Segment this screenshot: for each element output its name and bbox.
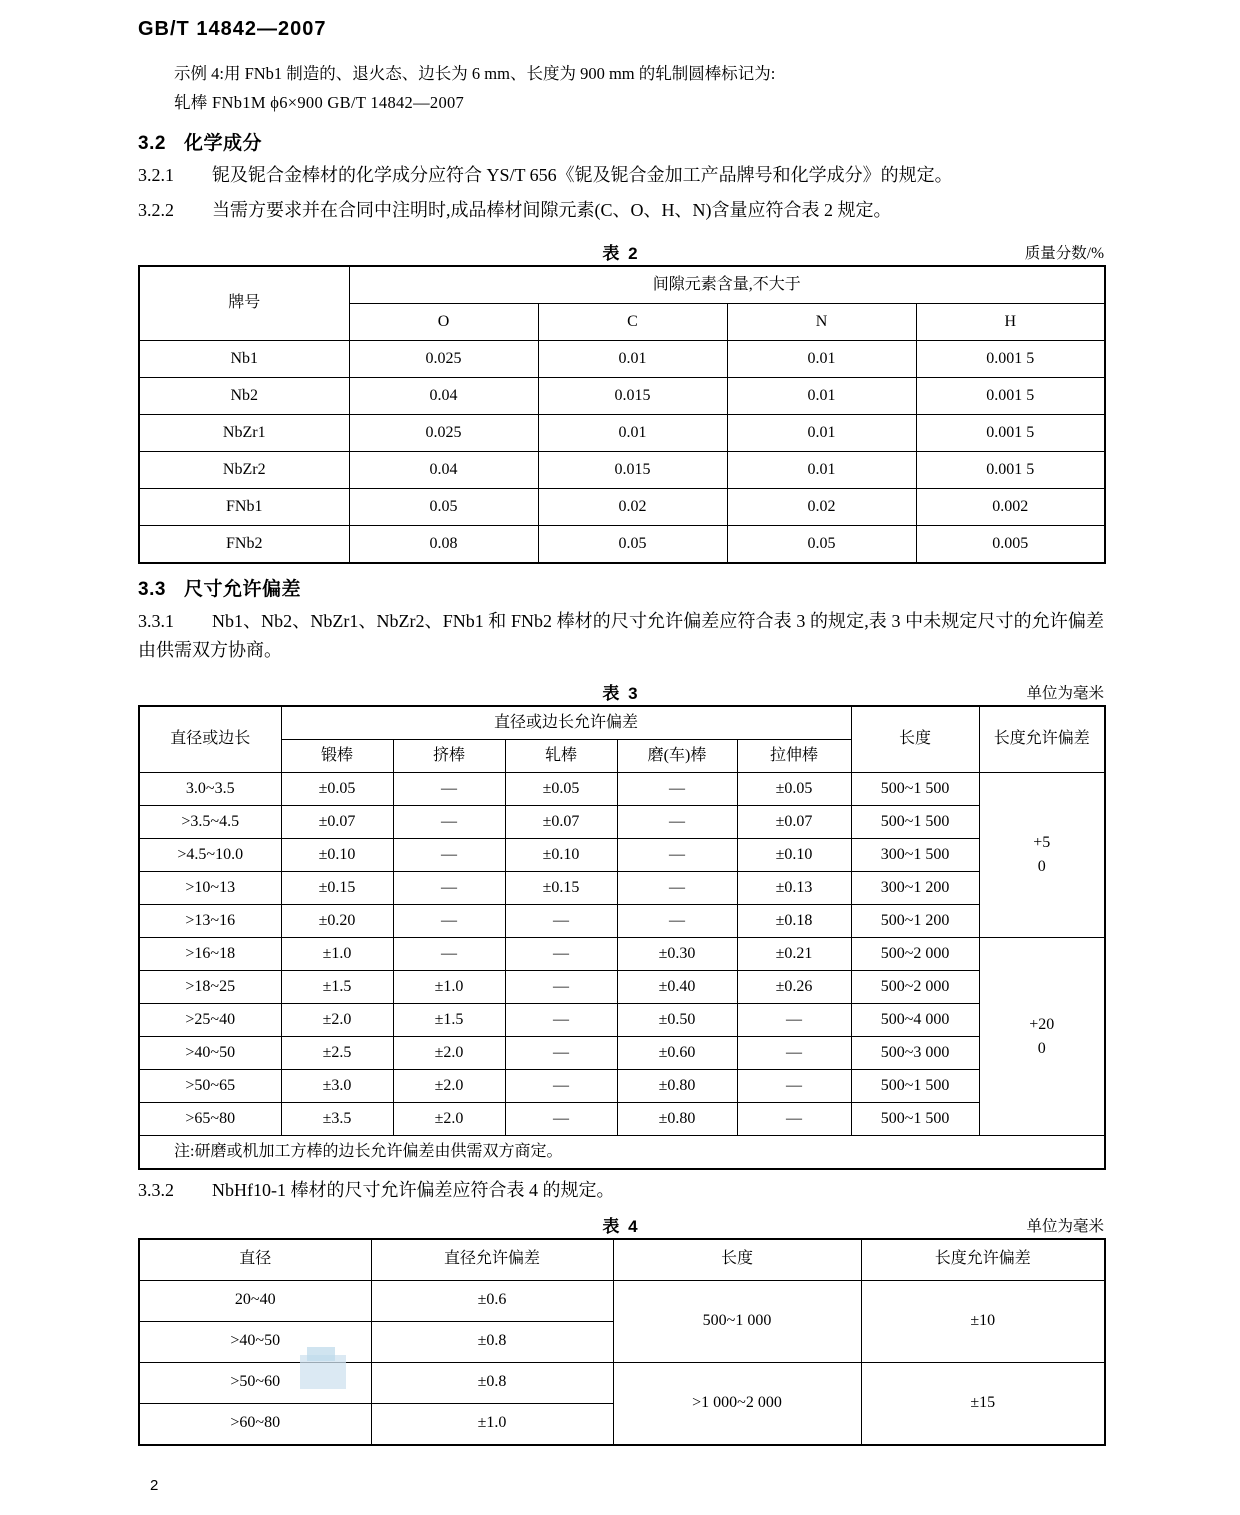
table-2-cell-o: 0.025 — [349, 415, 538, 452]
table-2-cell-c: 0.05 — [538, 526, 727, 564]
table-3-cell-extruded: — — [393, 938, 505, 971]
table-2-cell-h: 0.001 5 — [916, 341, 1105, 378]
table-3-cell-length: 500~1 500 — [851, 773, 979, 806]
table-3-cell-ground: ±0.30 — [617, 938, 737, 971]
table-2-cell-brand: NbZr2 — [139, 452, 349, 489]
table-3-cell-forged: ±0.20 — [281, 905, 393, 938]
table-3-cell-length: 300~1 500 — [851, 839, 979, 872]
table-3-title: 表 3 — [602, 684, 640, 704]
table-3-cell-size: >50~65 — [139, 1070, 281, 1103]
table-row — [139, 1239, 1105, 1281]
table-2-cell-h: 0.005 — [916, 526, 1105, 564]
table-3-header-length-tol: 长度允许偏差 — [979, 706, 1105, 773]
paragraph-number-3-3-1: 3.3.1 — [138, 611, 174, 632]
table-3-cell-rolled: ±0.07 — [505, 806, 617, 839]
table-4-caption-row — [138, 1212, 1104, 1238]
table-3-cell-extruded: — — [393, 806, 505, 839]
table-2-cell-o: 0.05 — [349, 489, 538, 526]
table-3-col-rolled: 轧棒 — [505, 740, 617, 773]
section-heading-3-2 — [138, 128, 1104, 155]
table-3-cell-length: 500~3 000 — [851, 1037, 979, 1070]
table-3-cell-size: >25~40 — [139, 1004, 281, 1037]
table-row — [139, 341, 1105, 378]
table-3-cell-ground: — — [617, 872, 737, 905]
table-row — [139, 489, 1105, 526]
table-3-col-extruded: 挤棒 — [393, 740, 505, 773]
table-3-cell-forged: ±1.0 — [281, 938, 393, 971]
table-3-col-ground: 磨(车)棒 — [617, 740, 737, 773]
table-3-cell-ground: ±0.80 — [617, 1070, 737, 1103]
table-3-cell-extruded: ±1.0 — [393, 971, 505, 1004]
table-3-cell-length: 500~1 500 — [851, 1070, 979, 1103]
table-3-cell-drawn: ±0.07 — [737, 806, 851, 839]
table-3-cell-forged: ±1.5 — [281, 971, 393, 1004]
table-3-cell-size: >18~25 — [139, 971, 281, 1004]
table-3-length-tol-group-2 — [979, 938, 1105, 1136]
table-2 — [138, 265, 1106, 564]
table-2-col-h: H — [916, 304, 1105, 341]
table-3-cell-extruded: — — [393, 905, 505, 938]
table-2-cell-n: 0.02 — [727, 489, 916, 526]
table-3-cell-rolled: — — [505, 905, 617, 938]
table-3-cell-drawn: ±0.10 — [737, 839, 851, 872]
table-row — [139, 839, 1105, 872]
table-3-unit-note: 单位为毫米 — [1026, 685, 1104, 703]
table-row — [139, 806, 1105, 839]
table-row — [139, 872, 1105, 905]
table-3-cell-extruded: — — [393, 839, 505, 872]
table-2-cell-brand: FNb2 — [139, 526, 349, 564]
table-row — [139, 773, 1105, 806]
table-4-cell-diameter-tol: ±0.8 — [371, 1321, 613, 1362]
table-2-cell-o: 0.04 — [349, 378, 538, 415]
table-2-cell-n: 0.01 — [727, 452, 916, 489]
table-3-cell-rolled: — — [505, 1004, 617, 1037]
paragraph-3-3-1 — [138, 607, 1104, 665]
paragraph-number-3-2-2: 3.2.2 — [138, 199, 174, 220]
paragraph-3-3-2 — [138, 1176, 1104, 1205]
table-3-cell-ground: — — [617, 839, 737, 872]
table-3-cell-size: >10~13 — [139, 872, 281, 905]
table-3-cell-length: 500~2 000 — [851, 938, 979, 971]
section-heading-3-3 — [138, 574, 1104, 601]
table-3-cell-drawn: ±0.13 — [737, 872, 851, 905]
table-row — [139, 1362, 1105, 1403]
table-3-length-tol-group-1 — [979, 773, 1105, 938]
table-3-cell-drawn: — — [737, 1103, 851, 1136]
table-3-length-tol-group-1-upper: +5 — [1033, 834, 1051, 852]
table-row — [139, 971, 1105, 1004]
table-2-cell-c: 0.02 — [538, 489, 727, 526]
table-3-cell-rolled: ±0.05 — [505, 773, 617, 806]
table-2-cell-h: 0.002 — [916, 489, 1105, 526]
table-2-cell-brand: Nb2 — [139, 378, 349, 415]
table-2-cell-n: 0.05 — [727, 526, 916, 564]
table-row — [139, 378, 1105, 415]
table-3-caption-row — [138, 679, 1104, 705]
table-3-cell-rolled: — — [505, 1070, 617, 1103]
paragraph-text-3-3-1: Nb1、Nb2、NbZr1、NbZr2、FNb1 和 FNb2 棒材的尺寸允许偏差应符合表 3 的规定,表 3 中未规定尺寸的允许偏差由供需双方协商。 — [138, 611, 1104, 661]
table-2-title: 表 2 — [602, 244, 640, 264]
page-number-footer: 2 — [150, 1477, 159, 1494]
table-2-cell-c: 0.01 — [538, 415, 727, 452]
table-row — [139, 415, 1105, 452]
paragraph-number-3-3-2: 3.3.2 — [138, 1180, 174, 1201]
table-3-header-length: 长度 — [851, 706, 979, 773]
table-3-cell-length: 500~4 000 — [851, 1004, 979, 1037]
table-3-cell-length: 500~1 200 — [851, 905, 979, 938]
section-title-3-2: 化学成分 — [184, 132, 263, 154]
table-3 — [138, 705, 1106, 1170]
table-2-cell-h: 0.001 5 — [916, 415, 1105, 452]
table-3-cell-size: >40~50 — [139, 1037, 281, 1070]
table-3-cell-drawn: ±0.21 — [737, 938, 851, 971]
table-3-cell-rolled: ±0.15 — [505, 872, 617, 905]
table-3-cell-drawn: — — [737, 1037, 851, 1070]
table-3-cell-ground: ±0.80 — [617, 1103, 737, 1136]
example-4-line-1: 示例 4:用 FNb1 制造的、退火态、边长为 6 mm、长度为 900 mm 的轧制圆棒标记为: — [174, 64, 776, 83]
table-3-note: 注:研磨或机加工方棒的边长允许偏差由供需双方商定。 — [139, 1136, 1105, 1170]
table-2-cell-o: 0.08 — [349, 526, 538, 564]
table-2-cell-c: 0.015 — [538, 452, 727, 489]
table-3-cell-length: 500~1 500 — [851, 1103, 979, 1136]
table-3-cell-ground: — — [617, 806, 737, 839]
table-3-cell-extruded: ±2.0 — [393, 1070, 505, 1103]
table-4-cell-diameter: >50~60 — [139, 1362, 371, 1403]
table-4-col-diameter-tol: 直径允许偏差 — [371, 1239, 613, 1281]
table-4-cell-diameter-tol: ±0.6 — [371, 1280, 613, 1321]
table-3-cell-forged: ±3.5 — [281, 1103, 393, 1136]
table-2-cell-brand: Nb1 — [139, 341, 349, 378]
table-3-cell-rolled: — — [505, 1037, 617, 1070]
table-2-cell-h: 0.001 5 — [916, 452, 1105, 489]
table-2-cell-n: 0.01 — [727, 378, 916, 415]
table-3-cell-extruded: ±2.0 — [393, 1037, 505, 1070]
table-row — [139, 706, 1105, 740]
table-row — [139, 938, 1105, 971]
table-3-cell-length: 500~1 500 — [851, 806, 979, 839]
table-2-cell-o: 0.025 — [349, 341, 538, 378]
table-4-cell-length-group-1: 500~1 000 — [613, 1280, 861, 1362]
table-row — [139, 452, 1105, 489]
table-3-cell-forged: ±3.0 — [281, 1070, 393, 1103]
table-3-cell-drawn: — — [737, 1070, 851, 1103]
table-row — [139, 1037, 1105, 1070]
table-3-cell-rolled: — — [505, 1103, 617, 1136]
table-3-cell-ground: ±0.60 — [617, 1037, 737, 1070]
paragraph-text-3-2-2: 当需方要求并在合同中注明时,成品棒材间隙元素(C、O、H、N)含量应符合表 2 规定。 — [212, 199, 892, 220]
table-row — [139, 1004, 1105, 1037]
table-3-length-tol-group-2-lower: 0 — [1037, 1039, 1046, 1057]
table-3-cell-ground: ±0.50 — [617, 1004, 737, 1037]
table-2-col-n: N — [727, 304, 916, 341]
scan-artifact-watermark-secondary — [307, 1347, 335, 1361]
table-4-cell-diameter: >60~80 — [139, 1403, 371, 1445]
table-3-cell-drawn: — — [737, 1004, 851, 1037]
table-4 — [138, 1238, 1106, 1446]
table-4-cell-diameter: >40~50 — [139, 1321, 371, 1362]
table-3-cell-forged: ±0.07 — [281, 806, 393, 839]
table-2-header-group: 间隙元素含量,不大于 — [349, 266, 1105, 304]
table-3-cell-ground: — — [617, 905, 737, 938]
table-2-cell-c: 0.01 — [538, 341, 727, 378]
table-3-cell-forged: ±2.0 — [281, 1004, 393, 1037]
table-row — [139, 526, 1105, 564]
paragraph-3-2-2 — [138, 196, 1104, 225]
paragraph-3-2-1 — [138, 161, 1104, 190]
table-3-cell-rolled: — — [505, 938, 617, 971]
table-3-length-tol-group-2-upper: +20 — [1029, 1015, 1055, 1033]
table-row — [139, 905, 1105, 938]
table-3-cell-size: >65~80 — [139, 1103, 281, 1136]
page-content — [138, 60, 1104, 1446]
section-number-3-3: 3.3 — [138, 579, 166, 601]
table-2-cell-o: 0.04 — [349, 452, 538, 489]
table-3-cell-forged: ±2.5 — [281, 1037, 393, 1070]
table-2-cell-h: 0.001 5 — [916, 378, 1105, 415]
table-4-col-length: 长度 — [613, 1239, 861, 1281]
table-2-cell-brand: NbZr1 — [139, 415, 349, 452]
paragraph-text-3-2-1: 铌及铌合金棒材的化学成分应符合 YS/T 656《铌及铌合金加工产品牌号和化学成分》的规定。 — [212, 164, 953, 185]
table-2-cell-n: 0.01 — [727, 415, 916, 452]
table-3-cell-forged: ±0.05 — [281, 773, 393, 806]
table-4-cell-length-tol-group-1: ±10 — [861, 1280, 1105, 1362]
table-3-col-forged: 锻棒 — [281, 740, 393, 773]
table-row — [139, 1103, 1105, 1136]
table-3-cell-extruded: — — [393, 773, 505, 806]
table-4-col-diameter: 直径 — [139, 1239, 371, 1281]
table-3-cell-size: >3.5~4.5 — [139, 806, 281, 839]
table-3-cell-length: 500~2 000 — [851, 971, 979, 1004]
table-3-cell-ground: ±0.40 — [617, 971, 737, 1004]
table-2-unit-note: 质量分数/% — [1024, 245, 1104, 263]
table-4-cell-diameter: 20~40 — [139, 1280, 371, 1321]
table-2-cell-brand: FNb1 — [139, 489, 349, 526]
paragraph-text-3-3-2: NbHf10-1 棒材的尺寸允许偏差应符合表 4 的规定。 — [212, 1180, 615, 1201]
table-row — [139, 1280, 1105, 1321]
table-4-cell-diameter-tol: ±1.0 — [371, 1403, 613, 1445]
table-4-cell-length-tol-group-2: ±15 — [861, 1362, 1105, 1445]
table-4-cell-diameter-tol: ±0.8 — [371, 1362, 613, 1403]
table-3-length-tol-group-1-lower: 0 — [1037, 858, 1046, 876]
table-3-cell-length: 300~1 200 — [851, 872, 979, 905]
table-2-cell-c: 0.015 — [538, 378, 727, 415]
table-3-cell-ground: — — [617, 773, 737, 806]
table-3-cell-extruded: ±2.0 — [393, 1103, 505, 1136]
table-3-cell-drawn: ±0.26 — [737, 971, 851, 1004]
table-2-col-c: C — [538, 304, 727, 341]
section-title-3-3: 尺寸允许偏差 — [184, 579, 302, 601]
example-4-line-2: 轧棒 FNb1M ϕ6×900 GB/T 14842—2007 — [174, 92, 465, 112]
table-3-cell-forged: ±0.15 — [281, 872, 393, 905]
table-3-cell-drawn: ±0.18 — [737, 905, 851, 938]
table-3-cell-forged: ±0.10 — [281, 839, 393, 872]
table-2-header-brand: 牌号 — [139, 266, 349, 341]
table-3-header-group: 直径或边长允许偏差 — [281, 706, 851, 740]
table-3-cell-rolled: ±0.10 — [505, 839, 617, 872]
page-header-standard-number: GB/T 14842—2007 — [138, 18, 327, 40]
table-4-col-length-tol: 长度允许偏差 — [861, 1239, 1105, 1281]
table-3-cell-extruded: — — [393, 872, 505, 905]
section-number-3-2: 3.2 — [138, 132, 166, 154]
table-row — [139, 1136, 1105, 1170]
table-4-title: 表 4 — [602, 1216, 640, 1236]
table-2-cell-n: 0.01 — [727, 341, 916, 378]
table-2-col-o: O — [349, 304, 538, 341]
table-3-cell-size: 3.0~3.5 — [139, 773, 281, 806]
table-3-cell-extruded: ±1.5 — [393, 1004, 505, 1037]
table-3-cell-size: >13~16 — [139, 905, 281, 938]
table-3-header-size: 直径或边长 — [139, 706, 281, 773]
table-4-unit-note: 单位为毫米 — [1026, 1217, 1104, 1235]
table-3-cell-drawn: ±0.05 — [737, 773, 851, 806]
paragraph-number-3-2-1: 3.2.1 — [138, 164, 174, 185]
table-3-cell-rolled: — — [505, 971, 617, 1004]
table-row — [139, 266, 1105, 304]
table-row — [139, 1070, 1105, 1103]
table-3-cell-size: >16~18 — [139, 938, 281, 971]
table-4-cell-length-group-2: >1 000~2 000 — [613, 1362, 861, 1445]
table-3-cell-size: >4.5~10.0 — [139, 839, 281, 872]
table-3-col-drawn: 拉伸棒 — [737, 740, 851, 773]
table-2-caption-row — [138, 239, 1104, 265]
